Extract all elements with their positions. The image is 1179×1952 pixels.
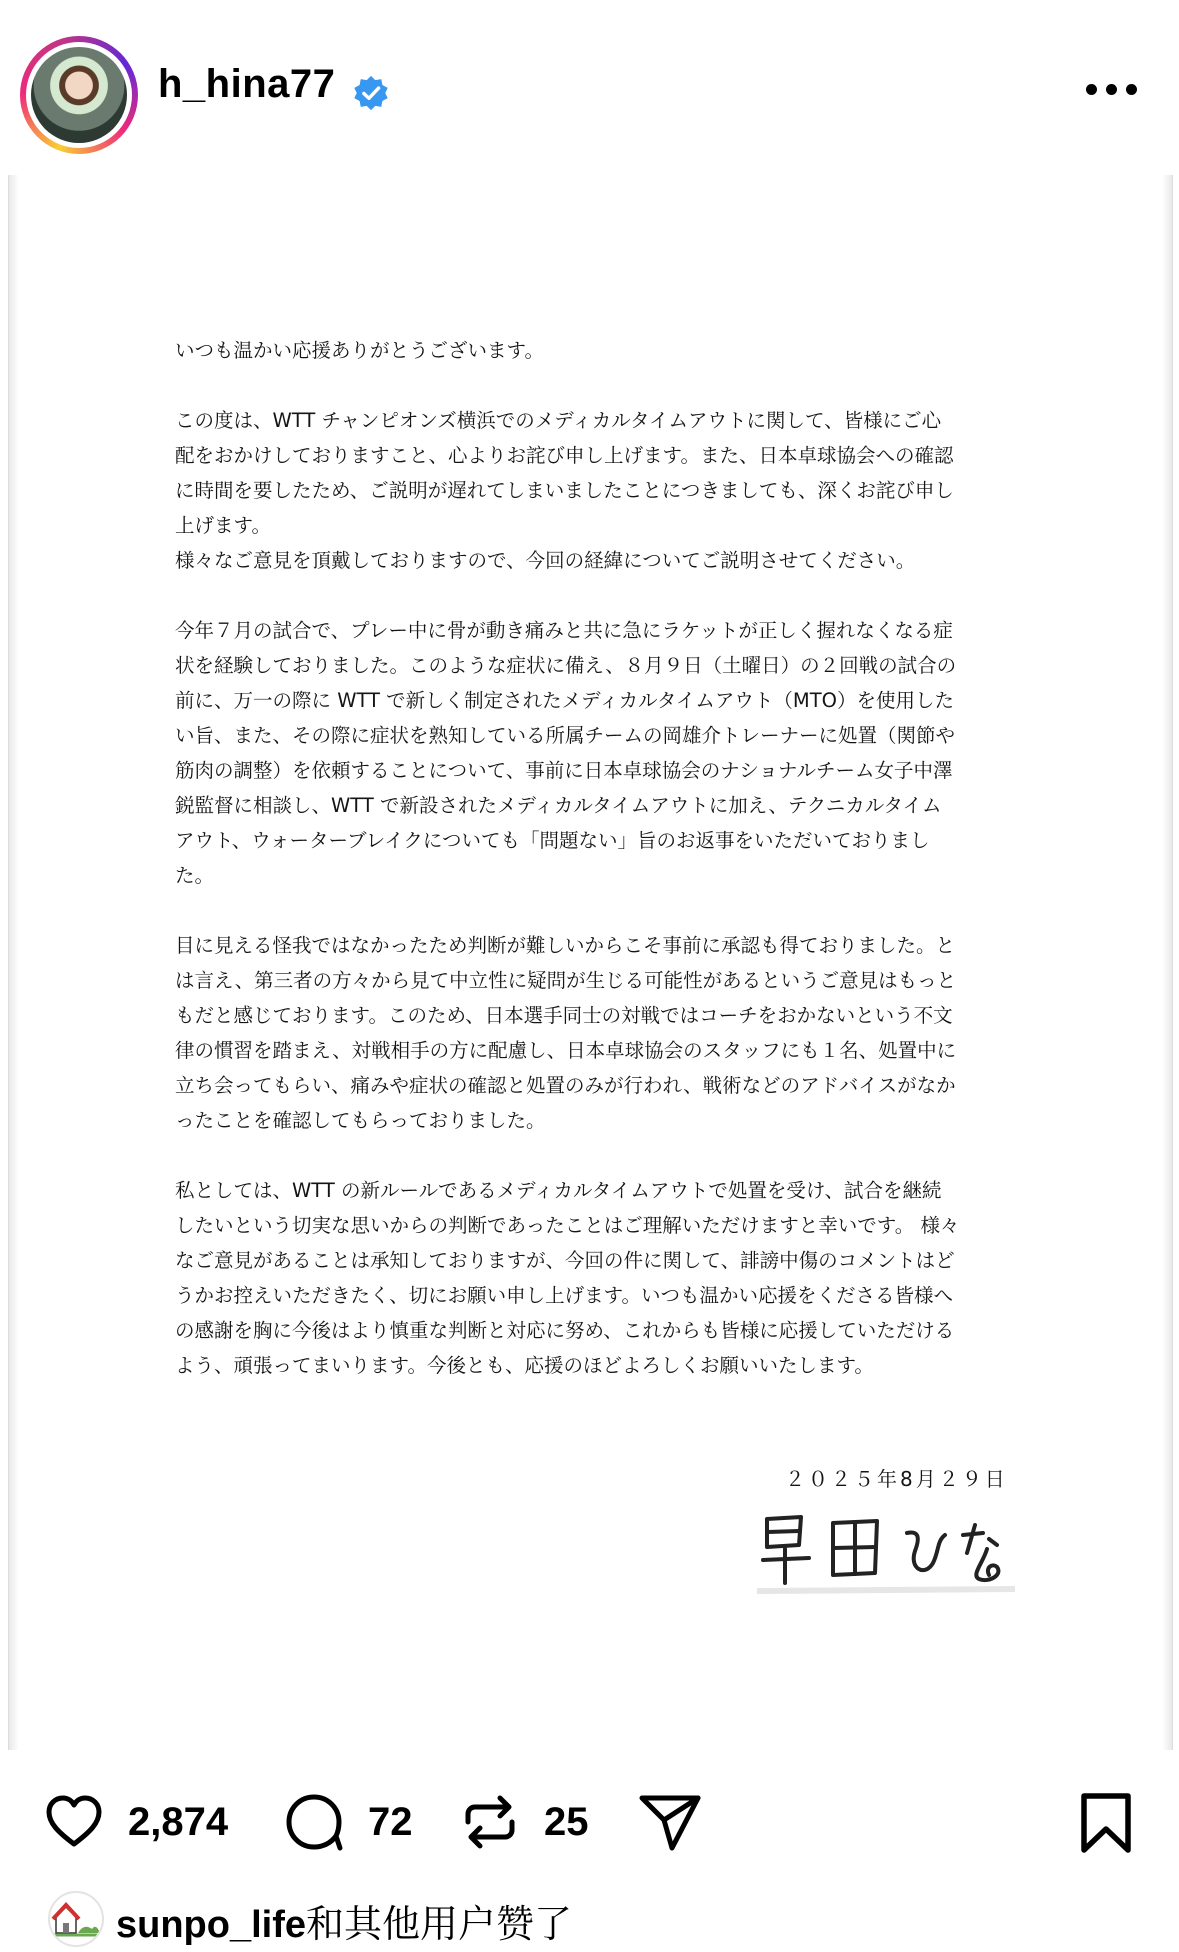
letter-line: アウト、ウォーターブレイクについても「問題ない」旨のお返事をいただいておりまし <box>175 829 930 852</box>
repost-count: 25 <box>544 1800 589 1844</box>
profile-avatar[interactable] <box>20 36 138 154</box>
liked-by-text <box>116 1893 572 1948</box>
house-logo-icon <box>50 1893 102 1945</box>
letter-paragraph-1 <box>175 403 1015 578</box>
letter-line: もだと感じております。このため、日本選手同士の対戦ではコーチをおかないという不文 <box>175 1004 953 1027</box>
comment-icon <box>284 1792 346 1852</box>
username[interactable]: h_hina77 <box>158 62 336 106</box>
liked-by-username[interactable]: sunpo_life <box>116 1904 307 1946</box>
letter-line: 前に、万一の際に WTT で新しく制定されたメディカルタイムアウト（MTO）を使用した <box>175 689 955 712</box>
letter-paragraph-4 <box>175 1173 1015 1383</box>
comment-count: 72 <box>368 1800 413 1844</box>
letter-line: 今年７月の試合で、プレー中に骨が動き痛みと共に急にラケットが正しく握れなくなる症 <box>175 619 953 642</box>
like-count: 2,874 <box>128 1800 229 1844</box>
letter-line: 状を経験しておりました。このような症状に備え、８月９日（土曜日）の２回戦の試合の <box>175 654 957 677</box>
letter-paragraph-3 <box>175 928 1015 1138</box>
letter-line: 様々なご意見を頂戴しておりますので、今回の経緯についてご説明させてください。 <box>175 549 916 572</box>
more-options-icon[interactable] <box>1086 80 1138 100</box>
letter-line: うかお控えいただきたく、切にお願い申し上げます。いつも温かい応援をくださる皆様へ <box>175 1284 954 1307</box>
liked-by-row[interactable] <box>0 1875 1179 1952</box>
letter-line: 配をおかけしておりますこと、心よりお詫び申し上げます。また、日本卓球協会への確認 <box>175 444 954 467</box>
verified-badge-icon <box>352 74 390 112</box>
letter-line: したいという切実な思いからの判断であったことはご理解いただけますと幸いです。 様々 <box>175 1214 960 1237</box>
page-edge-left <box>9 175 19 1750</box>
letter-line: 立ち会ってもらい、痛みや症状の確認と処置のみが行われ、戦術などのアドバイスがなか <box>175 1074 956 1097</box>
share-button[interactable] <box>638 1792 702 1852</box>
post-actions-bar <box>0 1750 1179 1875</box>
repost-icon <box>460 1792 520 1852</box>
letter-line: い旨、また、その際に症状を熟知している所属チームの岡雄介トレーナーに処置（関節や <box>175 724 956 747</box>
page-edge-right <box>1162 175 1172 1750</box>
letter-line: は言え、第三者の方々から見て中立性に疑問が生じる可能性があるというご意見はもっと <box>175 969 957 992</box>
letter-line: た。 <box>175 864 215 887</box>
letter-line: 目に見える怪我ではなかったため判断が難しいからこそ事前に承認も得ておりました。と <box>175 934 956 957</box>
post-header <box>0 0 1179 175</box>
letter-line: の感謝を胸に今後はより慎重な判断と対応に努め、これからも皆様に応援していただける <box>175 1319 955 1342</box>
letter-line: 上げます。 <box>175 514 271 537</box>
letter-greeting: いつも温かい応援ありがとうございます。 <box>175 339 544 362</box>
heart-icon <box>44 1792 104 1852</box>
liked-by-suffix: 和其他用户赞了 <box>306 1902 573 1946</box>
avatar-photo <box>31 47 127 143</box>
repost-button[interactable] <box>460 1792 600 1852</box>
letter-line: よう、頑張ってまいります。今後とも、応援のほどよろしくお願いいたします。 <box>175 1354 874 1377</box>
comment-button[interactable] <box>284 1792 424 1852</box>
letter-paragraph-2 <box>175 613 1015 893</box>
send-icon <box>638 1792 702 1852</box>
letter-line: 筋肉の調整）を依頼することについて、事前に日本卓球協会のナショナルチーム女子中澤 <box>175 759 953 782</box>
avatar-inner <box>26 42 132 148</box>
letter-line: 鋭監督に相談し、WTT で新設されたメディカルタイムアウトに加え、テクニカルタイム <box>175 794 942 817</box>
letter-line: に時間を要したため、ご説明が遅れてしまいましたことにつきましても、深くお詫び申し <box>175 479 954 502</box>
save-button[interactable] <box>1076 1792 1136 1852</box>
post-image-letter <box>8 175 1173 1750</box>
letter-line: この度は、WTT チャンピオンズ横浜でのメディカルタイムアウトに関して、皆様にご心 <box>175 409 942 432</box>
liked-by-avatar[interactable] <box>48 1891 104 1947</box>
letter-line: ったことを確認してもらっておりました。 <box>175 1109 546 1132</box>
like-button[interactable] <box>44 1792 229 1852</box>
letter-line: 私としては、WTT の新ルールであるメディカルタイムアウトで処置を受け、試合を継続 <box>175 1179 942 1202</box>
letter-date: ２０２５年8月２９日 <box>785 1467 1008 1491</box>
letter-line: なご意見があることは承知しておりますが、今回の件に関して、誹謗中傷のコメントはど <box>175 1249 955 1272</box>
handwritten-signature <box>757 1505 1017 1595</box>
letter-line: 律の慣習を踏まえ、対戦相手の方に配慮し、日本卓球協会のスタッフにも１名、処置中に <box>175 1039 957 1062</box>
bookmark-icon <box>1076 1792 1136 1854</box>
letter-body <box>175 333 1015 1383</box>
